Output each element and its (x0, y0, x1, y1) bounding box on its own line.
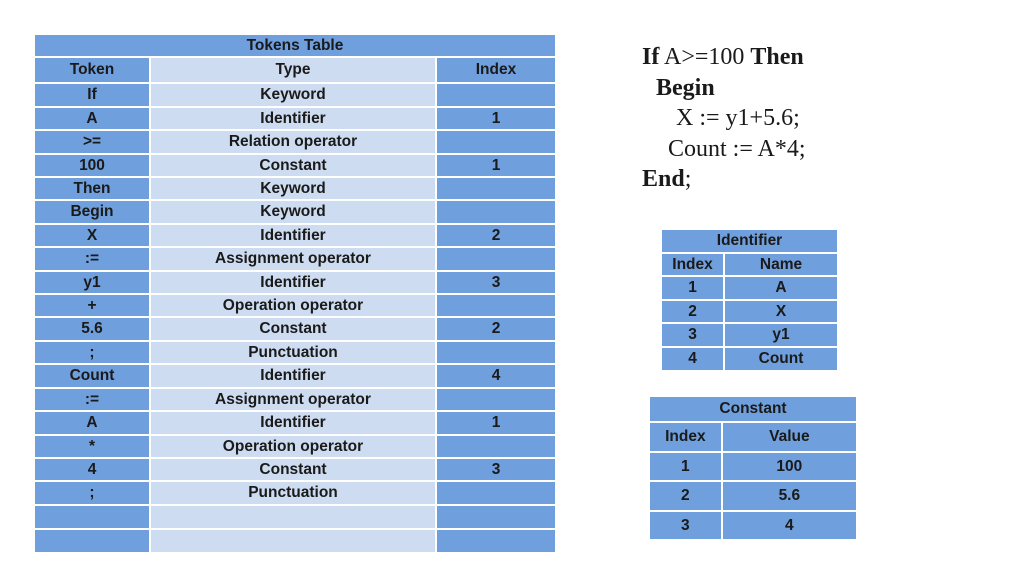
empty-row (34, 529, 556, 553)
type-cell: Identifier (150, 224, 436, 247)
table-row (34, 411, 556, 434)
identifier-name-cell: y1 (724, 323, 838, 347)
keyword-then: Then (750, 44, 804, 70)
token-cell: ; (34, 481, 150, 504)
code-block (642, 42, 806, 195)
identifier-name-cell: X (724, 300, 838, 324)
token-cell: Count (34, 364, 150, 387)
token-cell: 4 (34, 458, 150, 481)
condition-expr: A>=100 (659, 44, 751, 70)
table-row (34, 435, 556, 458)
token-cell: X (34, 224, 150, 247)
type-cell: Assignment operator (150, 247, 436, 270)
index-cell (436, 200, 556, 223)
table-row (34, 294, 556, 317)
type-cell: Operation operator (150, 294, 436, 317)
constant-table-title-row (649, 396, 857, 422)
table-row (34, 341, 556, 364)
token-cell: 5.6 (34, 317, 150, 340)
token-cell: + (34, 294, 150, 317)
code-line-1 (642, 42, 806, 73)
table-row (34, 107, 556, 130)
type-cell: Relation operator (150, 130, 436, 153)
keyword-begin: Begin (656, 74, 715, 101)
table-row (649, 511, 857, 541)
index-cell: 3 (436, 458, 556, 481)
type-cell: Constant (150, 154, 436, 177)
token-cell: Then (34, 177, 150, 200)
table-row (34, 364, 556, 387)
table-row (661, 323, 838, 347)
index-cell: 2 (436, 224, 556, 247)
table-row (661, 276, 838, 300)
table-row (649, 452, 857, 482)
tokens-table-title-row (34, 34, 556, 57)
index-cell (436, 247, 556, 270)
statement-x: X := y1+5.6; (676, 105, 800, 131)
token-cell: * (34, 435, 150, 458)
identifier-name-cell: A (724, 276, 838, 300)
type-cell (150, 529, 436, 553)
code-line-3 (642, 103, 806, 134)
index-cell (436, 529, 556, 553)
end-semicolon: ; (684, 166, 692, 192)
index-cell: 1 (436, 154, 556, 177)
type-cell: Assignment operator (150, 388, 436, 411)
type-cell (150, 505, 436, 529)
token-cell: A (34, 107, 150, 130)
type-cell: Keyword (150, 177, 436, 200)
token-cell (34, 505, 150, 529)
table-row (649, 481, 857, 511)
type-cell: Keyword (150, 200, 436, 223)
index-cell: 1 (436, 411, 556, 434)
table-row (34, 388, 556, 411)
tokens-table (34, 34, 556, 553)
identifier-index-cell: 3 (661, 323, 724, 347)
identifier-header-name: Name (724, 253, 838, 277)
index-cell (436, 341, 556, 364)
header-token: Token (34, 57, 150, 83)
type-cell: Constant (150, 317, 436, 340)
token-cell: := (34, 247, 150, 270)
identifier-table-title: Identifier (661, 229, 838, 253)
token-cell: := (34, 388, 150, 411)
type-cell: Constant (150, 458, 436, 481)
table-row (34, 154, 556, 177)
code-line-5 (642, 164, 806, 195)
constant-value-cell: 5.6 (722, 481, 857, 511)
table-row (34, 271, 556, 294)
keyword-if: If (642, 44, 660, 70)
token-cell: 100 (34, 154, 150, 177)
token-cell: >= (34, 130, 150, 153)
table-row (34, 247, 556, 270)
constant-index-cell: 1 (649, 452, 722, 482)
code-line-2 (642, 73, 806, 104)
identifier-index-cell: 1 (661, 276, 724, 300)
index-cell (436, 83, 556, 106)
table-row (34, 130, 556, 153)
identifier-index-cell: 2 (661, 300, 724, 324)
header-type: Type (150, 57, 436, 83)
constant-table-title: Constant (649, 396, 857, 422)
table-row (34, 83, 556, 106)
identifier-index-cell: 4 (661, 347, 724, 371)
index-cell (436, 294, 556, 317)
keyword-end: End (642, 166, 685, 192)
constant-table-header-row (649, 422, 857, 452)
header-index: Index (436, 57, 556, 83)
constant-header-value: Value (722, 422, 857, 452)
code-line-4 (642, 134, 806, 165)
type-cell: Identifier (150, 271, 436, 294)
token-cell (34, 529, 150, 553)
type-cell: Identifier (150, 364, 436, 387)
identifier-table-header-row (661, 253, 838, 277)
table-row (34, 177, 556, 200)
index-cell (436, 505, 556, 529)
constant-index-cell: 3 (649, 511, 722, 541)
constant-header-index: Index (649, 422, 722, 452)
identifier-header-index: Index (661, 253, 724, 277)
index-cell: 4 (436, 364, 556, 387)
type-cell: Operation operator (150, 435, 436, 458)
table-row (34, 224, 556, 247)
index-cell: 2 (436, 317, 556, 340)
type-cell: Punctuation (150, 481, 436, 504)
table-row (34, 458, 556, 481)
empty-row (34, 505, 556, 529)
token-cell: If (34, 83, 150, 106)
type-cell: Keyword (150, 83, 436, 106)
index-cell (436, 130, 556, 153)
token-cell: A (34, 411, 150, 434)
tokens-table-header-row (34, 57, 556, 83)
index-cell (436, 177, 556, 200)
constant-value-cell: 100 (722, 452, 857, 482)
index-cell: 3 (436, 271, 556, 294)
type-cell: Identifier (150, 107, 436, 130)
index-cell (436, 435, 556, 458)
table-row (661, 347, 838, 371)
table-row (34, 317, 556, 340)
identifier-table (661, 229, 838, 371)
constant-index-cell: 2 (649, 481, 722, 511)
type-cell: Punctuation (150, 341, 436, 364)
table-row (34, 200, 556, 223)
token-cell: y1 (34, 271, 150, 294)
table-row (661, 300, 838, 324)
index-cell: 1 (436, 107, 556, 130)
constant-table (649, 396, 857, 540)
identifier-name-cell: Count (724, 347, 838, 371)
token-cell: ; (34, 341, 150, 364)
identifier-table-title-row (661, 229, 838, 253)
table-row (34, 481, 556, 504)
index-cell (436, 481, 556, 504)
token-cell: Begin (34, 200, 150, 223)
tokens-table-title: Tokens Table (34, 34, 556, 57)
statement-count: Count := A*4; (668, 135, 806, 162)
constant-value-cell: 4 (722, 511, 857, 541)
type-cell: Identifier (150, 411, 436, 434)
index-cell (436, 388, 556, 411)
